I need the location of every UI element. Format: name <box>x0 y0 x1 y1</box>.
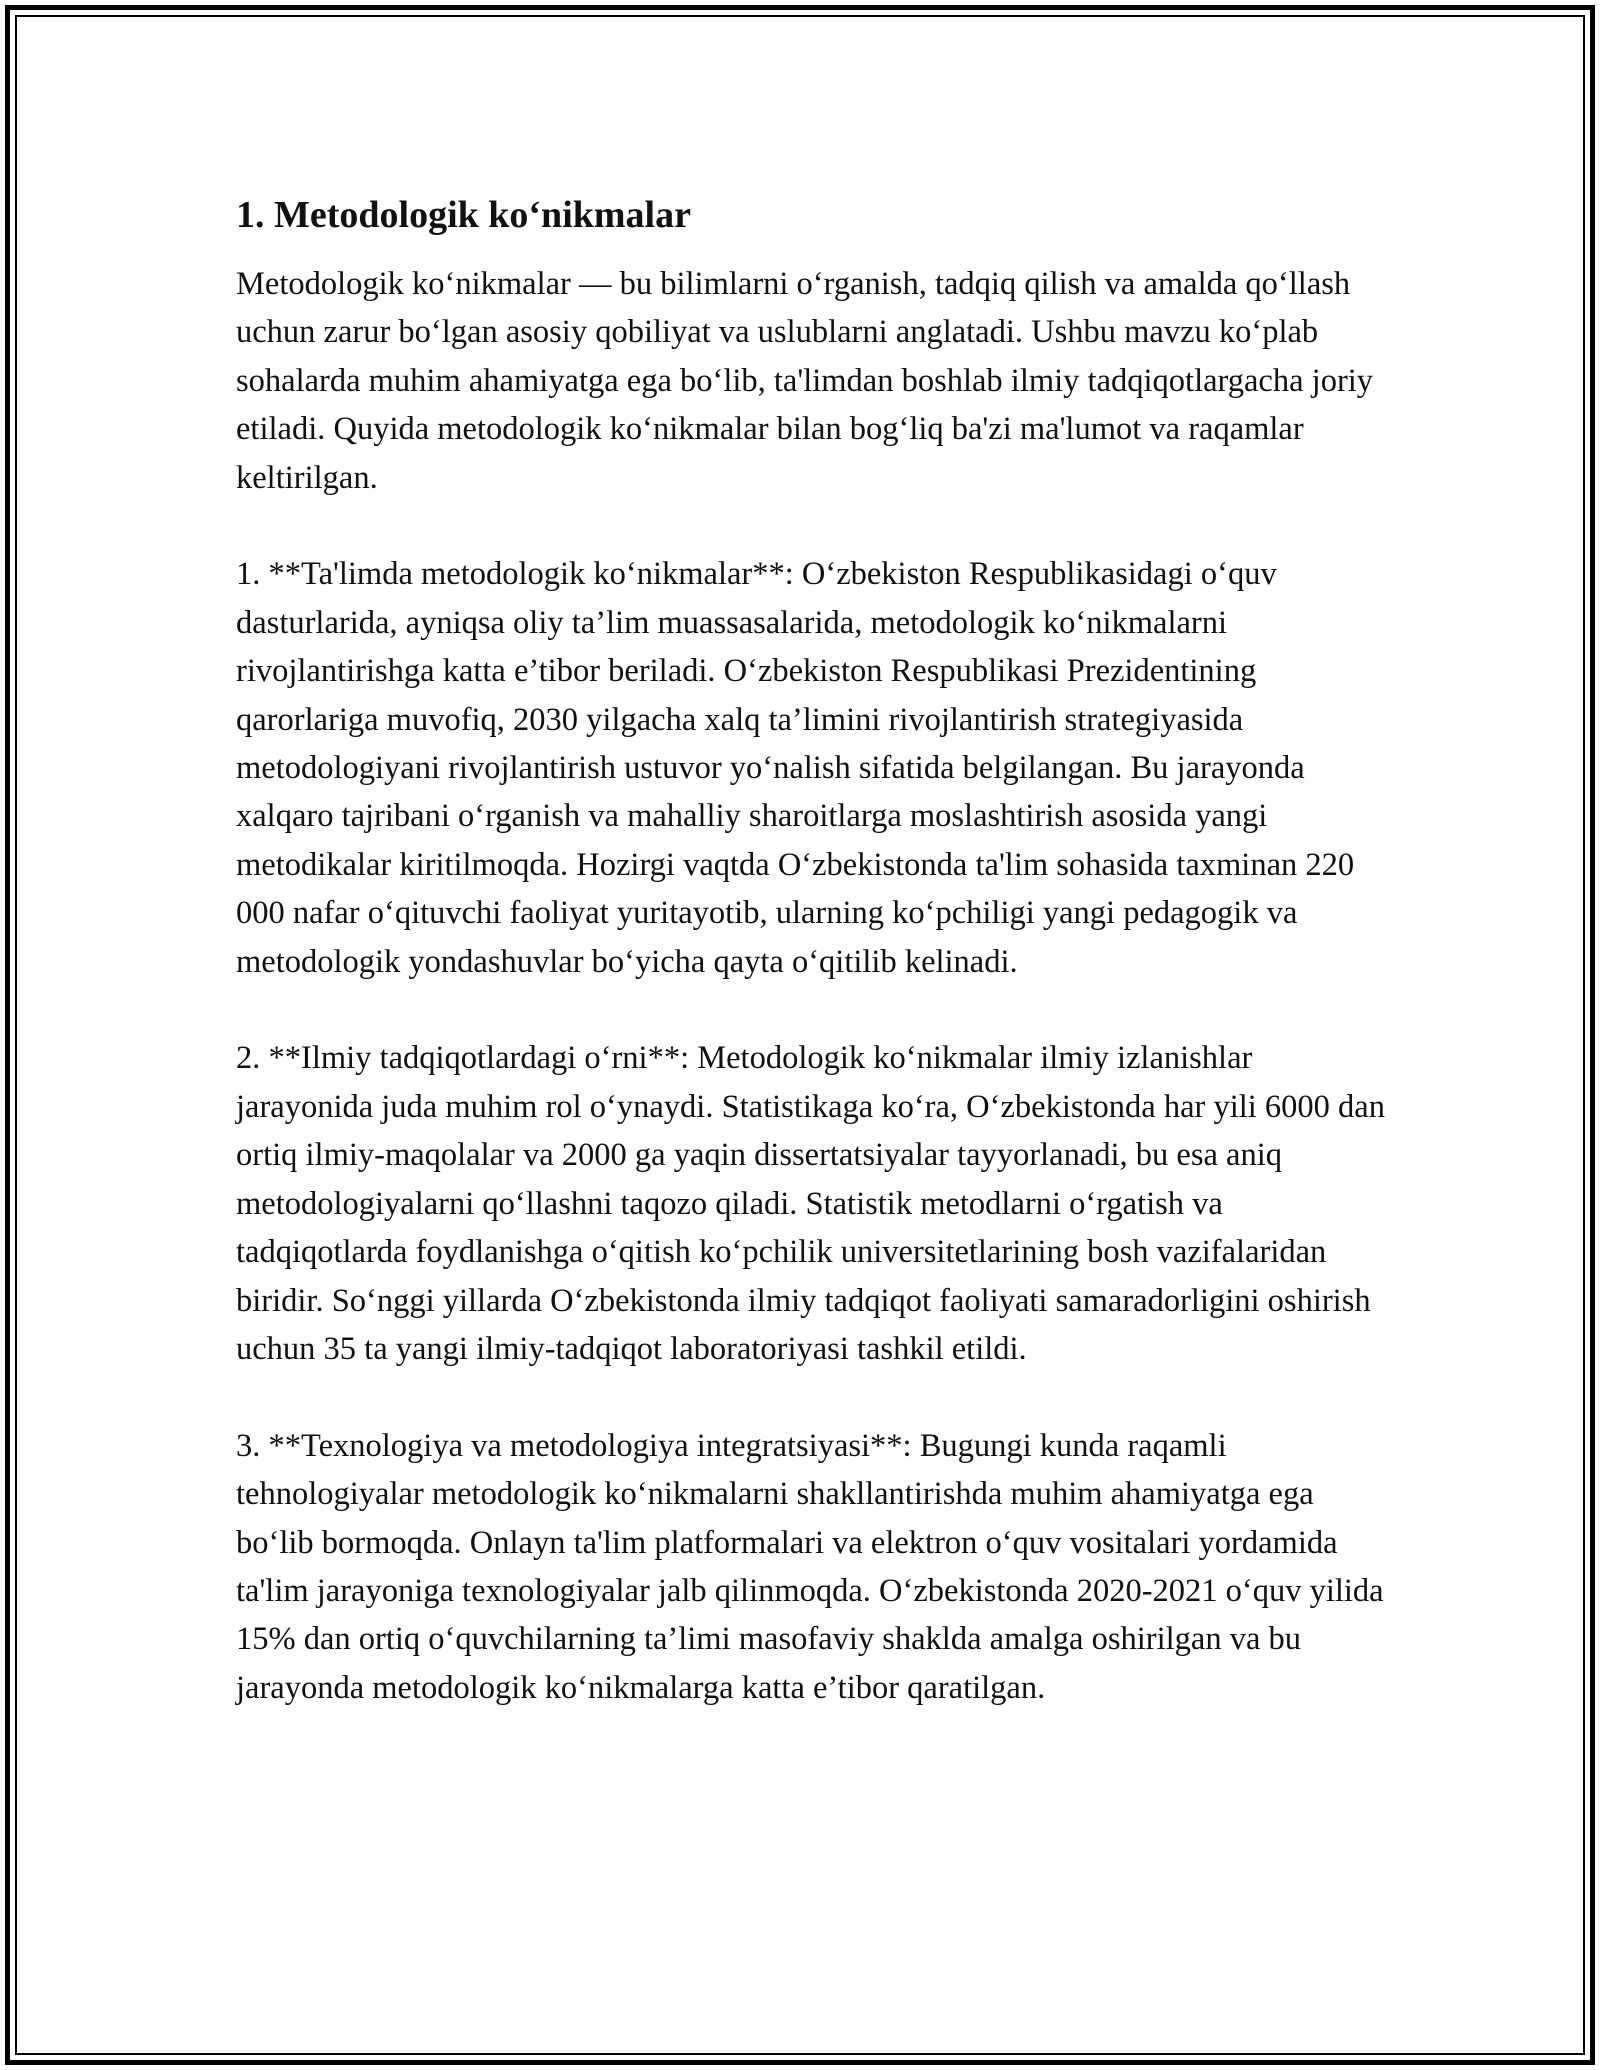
intro-paragraph: Metodologik ko‘nikmalar — bu bilimlarni o‘rganish, tadqiq qilish va amalda qo‘llash uchun zarur bo‘lgan asosiy qobiliyat va uslublarni anglatadi. Ushbu mavzu ko‘plab sohalarda muhim ahamiyatga ega bo‘lib, ta'limdan boshlab ilmiy tadqiqotlargacha joriy etiladi. Quyida metodologik ko‘nikmalar bilan bog‘liq ba'zi ma'lumot va raqamlar keltirilgan. <box>236 266 1374 496</box>
paragraph-education: 1. **Ta'limda metodologik ko‘nikmalar**: O‘zbekiston Respublikasidagi o‘quv dasturlarida, ayniqsa oliy ta’lim muassasalarida, metodologik ko‘nikmalarni rivojlantirishga katta e’tibor beriladi. O‘zbekiston Respublikasi Prezidentining qarorlariga muvofiq, 2030 yilgacha xalq ta’limini rivojlantirish strategiyasida metodologiyani rivojlantirish ustuvor yo‘nalish sifatida belgilangan. Bu jarayonda xalqaro tajribani o‘rganish va mahalliy sharoitlarga moslashtirish asosida yangi metodikalar kiritilmoqda. Hozirgi vaqtda O‘zbekistonda ta'lim sohasida taxminan 220 000 nafar o‘qituvchi faoliyat yuritayotib, ularning ko‘pchiligi yangi pedagogik va metodologik yondashuvlar bo‘yicha qayta o‘qitilib kelinadi. <box>236 556 1355 980</box>
paragraph-research: 2. **Ilmiy tadqiqotlardagi o‘rni**: Metodologik ko‘nikmalar ilmiy izlanishlar jarayonida juda muhim rol o‘ynaydi. Statistikaga ko‘ra, O‘zbekistonda har yili 6000 dan ortiq ilmiy-maqolalar va 2000 ga yaqin dissertatsiyalar tayyorlanadi, bu esa aniq metodologiyalarni qo‘llashni taqozo qiladi. Statistik metodlarni o‘rgatish va tadqiqotlarda foydlanishga o‘qitish ko‘pchilik universitetlarining bosh vazifalaridan biridir. So‘nggi yillarda O‘zbekistonda ilmiy tadqiqot faoliyati samaradorligini oshirish uchun 35 ta yangi ilmiy-tadqiqot laboratoriyasi tashkil etildi. <box>236 1040 1385 1367</box>
section-heading: 1. Metodologik ko‘nikmalar <box>236 194 691 236</box>
document-body <box>236 186 1386 1761</box>
paragraph-technology: 3. **Texnologiya va metodologiya integratsiyasi**: Bugungi kunda raqamli tehnologiyalar metodologik ko‘nikmalarni shakllantirishda muhim ahamiyatga ega bo‘lib bormoqda. Onlayn ta'lim platformalari va elektron o‘quv vositalari yordamida ta'lim jarayoniga texnologiyalar jalb qilinmoqda. O‘zbekistonda 2020-2021 o‘quv yilida 15% dan ortiq o‘quvchilarning ta’limi masofaviy shaklda amalga oshirilgan va bu jarayonda metodologik ko‘nikmalarga katta e’tibor qaratilgan. <box>236 1427 1384 1706</box>
